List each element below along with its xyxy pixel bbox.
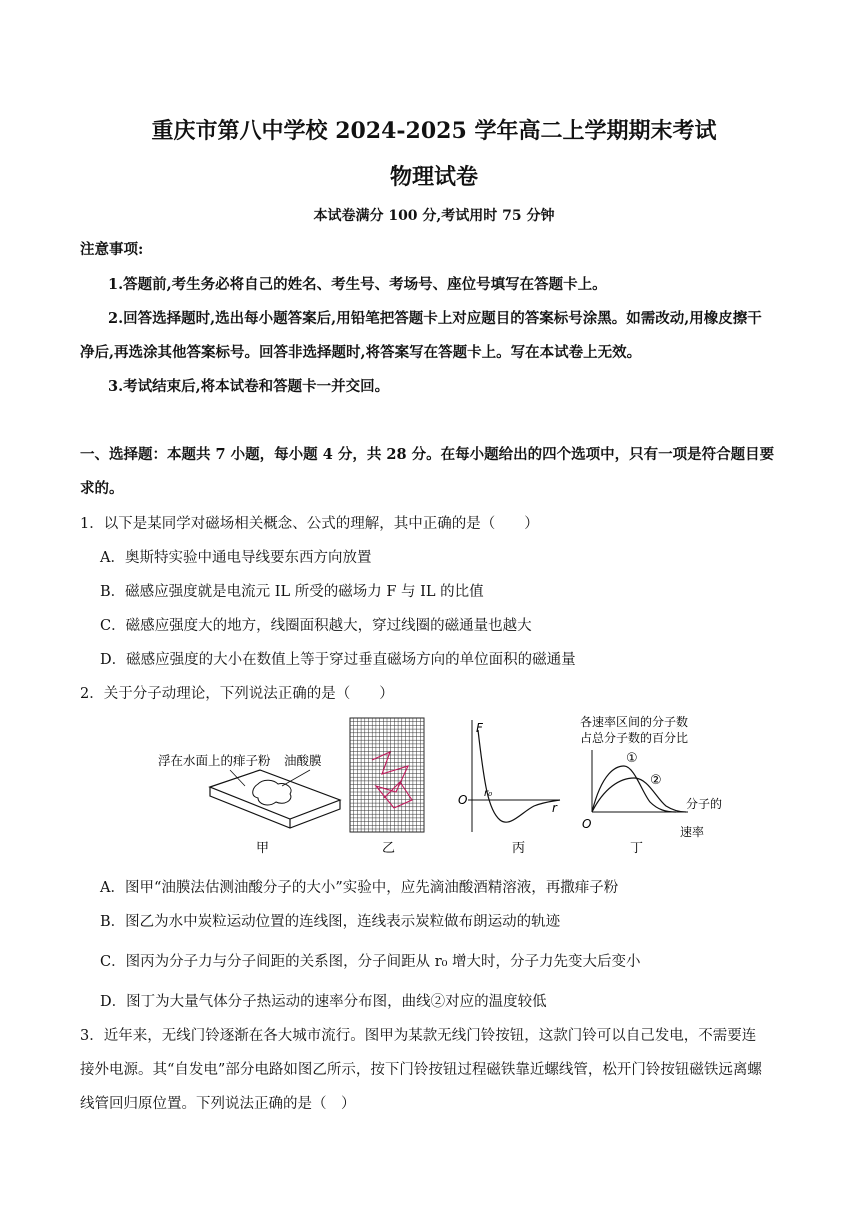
figure-ding <box>580 714 722 856</box>
question-2-option-a: A．图甲“油膜法估测油酸分子的大小”实验中，应先滴油酸酒精溶液，再撒痱子粉 <box>100 880 619 896</box>
question-3-line-3: 线管回归原位置。下列说法正确的是（ ） <box>80 1096 356 1112</box>
subject-title: 物理试卷 <box>389 164 478 190</box>
question-3-line-1: 3．近年来，无线门铃逐渐在各大城市流行。图甲为某款无线门铃按钮，这款门铃可以自己发电，不需要连 <box>80 1028 757 1044</box>
question-2-option-b: B．图乙为水中炭粒运动位置的连线图，连线表示炭粒做布朗运动的轨迹 <box>100 914 561 930</box>
caption-ding: 丁 <box>630 841 644 856</box>
caption-jia: 甲 <box>256 841 270 856</box>
question-3-line-2: 接外电源。其“自发电”部分电路如图乙所示，按下门铃按钮过程磁铁靠近螺线管，松开门铃按钮磁铁远离螺 <box>80 1062 762 1078</box>
ding-x-label-1: 分子的 <box>686 797 723 811</box>
notice-heading: 注意事项: <box>80 241 144 258</box>
question-1-option-b: B．磁感应强度就是电流元 IL 所受的磁场力 F 与 IL 的比值 <box>100 584 484 600</box>
notice-item-2-line-2: 净后,再选涂其他答案标号。回答非选择题时,将答案写在答题卡上。写在本试卷上无效。 <box>80 344 642 361</box>
ding-O-label: O <box>582 817 592 831</box>
question-1-stem: 1．以下是某同学对磁场相关概念、公式的理解，其中正确的是（ ） <box>80 516 539 532</box>
notice-item-3: 3.考试结束后,将本试卷和答题卡一并交回。 <box>108 378 390 395</box>
bing-r-label: r <box>552 801 557 815</box>
section-heading-line-1: 一、选择题：本题共 7 小题，每小题 4 分，共 28 分。在每小题给出的四个选项中，只有一项是符合题目要 <box>80 446 775 463</box>
ding-title-1: 各速率区间的分子数 <box>580 715 689 729</box>
figure-jia <box>158 753 340 856</box>
tray-top <box>210 770 340 819</box>
figure-yi <box>350 718 424 856</box>
exam-subtitle: 本试卷满分 100 分,考试用时 75 分钟 <box>313 208 555 224</box>
figure-bing <box>458 720 560 856</box>
label-powder: 浮在水面上的痱子粉 <box>158 753 271 768</box>
curve-1-label: ① <box>626 751 638 766</box>
section-heading-line-2: 求的。 <box>80 480 124 497</box>
ding-x-label-2: 速率 <box>680 825 705 839</box>
question-1-option-d: D．磁感应强度的大小在数值上等于穿过垂直磁场方向的单位面积的磁通量 <box>100 652 576 668</box>
curve-1 <box>592 766 676 812</box>
bing-F-label: F <box>476 721 483 735</box>
ding-title-2: 占总分子数的百分比 <box>580 731 689 745</box>
bing-O-label: O <box>458 793 468 807</box>
curve-2-label: ② <box>650 773 662 788</box>
notice-item-2-line-1: 2.回答选择题时,选出每小题答案后,用铅笔把答题卡上对应题目的答案标号涂黑。如需改动,用橡皮擦干 <box>108 310 762 327</box>
caption-bing: 丙 <box>512 841 526 856</box>
caption-yi: 乙 <box>382 841 396 856</box>
label-oil-film: 油酸膜 <box>284 753 322 768</box>
force-curve <box>478 730 560 822</box>
exam-title: 重庆市第八中学校 2024-2025 学年高二上学期期末考试 <box>151 118 717 144</box>
question-2-stem: 2．关于分子动理论，下列说法正确的是（ ） <box>80 686 394 702</box>
question-2-option-d: D．图丁为大量气体分子热运动的速率分布图，曲线②对应的温度较低 <box>100 994 547 1010</box>
question-2-option-c: C．图丙为分子力与分子间距的关系图，分子间距从 r₀ 增大时，分子力先变大后变小 <box>100 954 641 970</box>
question-2-figure <box>150 712 740 862</box>
bing-r0-label: r₀ <box>484 788 493 799</box>
question-1-option-a: A．奥斯特实验中通电导线要东西方向放置 <box>100 550 372 566</box>
notice-item-1: 1.答题前,考生务必将自己的姓名、考生号、考场号、座位号填写在答题卡上。 <box>108 276 607 293</box>
question-1-option-c: C．磁感应强度大的地方，线圈面积越大，穿过线圈的磁通量也越大 <box>100 618 532 634</box>
